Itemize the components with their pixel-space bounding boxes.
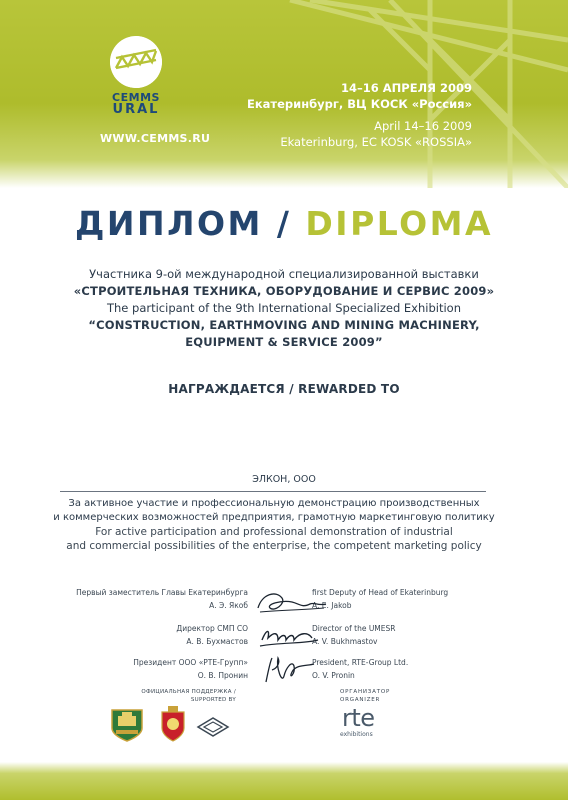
footer-band [0,762,568,800]
organizer-ru: ОРГАНИЗАТОР [340,689,391,695]
rewarded-heading: НАГРАЖДАЕТСЯ / REWARDED TO [168,382,400,396]
award-reason [40,497,508,553]
rte-logo-subtext: exhibitions [340,731,373,738]
umesr-logo-icon [196,716,230,738]
venue-ru-text: Екатеринбург, ВЦ КОСК «Россия» [247,97,472,111]
supported-by-label [141,688,236,704]
reason-en-line-2: and commercial possibilities of the enterprise, the competent marketing policy [66,540,482,552]
dates-en-text: April 14–16 2009 [374,119,472,133]
supported-by-en: SUPPORTED BY [190,697,236,703]
logo-cemms-text: CEMMS [112,91,160,104]
header-band [0,0,568,188]
signatory-3-title-ru: Президент ООО «РТЕ-Групп» [133,658,248,667]
organizer-label [340,688,390,704]
dates-ru-text: 14–16 АПРЕЛЯ 2009 [341,81,472,95]
signatory-1-ru [76,586,248,612]
title-separator: / [262,204,306,243]
intro-en-line-3: EQUIPMENT & SERVICE 2009” [185,335,383,349]
website-link[interactable]: WWW.CEMMS.RU [100,132,211,145]
recipient-divider [60,491,486,492]
signatory-1-title-en: first Deputy of Head of Ekaterinburg [312,588,449,597]
signatory-2-title-ru: Директор СМП СО [176,624,248,633]
event-dates-ru [247,80,472,112]
signatory-1-name-en: A. E. Jakob [312,601,352,610]
signatory-1-en [312,586,448,612]
signatory-3-name-ru: О. В. Пронин [197,671,248,680]
signature-icon [252,586,332,620]
title-en: DIPLOMA [305,204,494,243]
signatory-1-name-ru: А. Э. Якоб [209,601,248,610]
signatory-2-name-ru: А. В. Бухмастов [186,637,248,646]
event-dates-en [280,118,472,150]
reason-ru-line-1: За активное участие и профессиональную демонстрацию производственных [68,498,480,509]
reason-ru-line-2: и коммерческих возможностей предприятия, грамотную маркетинговую политику [53,512,495,523]
signature-icon [252,620,332,654]
signatory-3-title-en: President, RTE-Group Ltd. [312,658,409,667]
signatory-2-name-en: A. V. Bukhmastov [312,637,378,646]
logo-ural-text: URAL [112,102,160,117]
signatory-3-name-en: O. V. Pronin [312,671,355,680]
intro-ru-line-2: «СТРОИТЕЛЬНАЯ ТЕХНИКА, ОБОРУДОВАНИЕ И СЕРВИС 2009» [73,284,495,298]
cemms-logo-icon [110,36,162,88]
exhibition-intro [30,266,538,351]
signatory-2-title-en: Director of the UMESR [312,624,396,633]
yekaterinburg-emblem-icon [110,706,144,742]
cemms-logo [96,36,176,117]
organizer-en: ORGANIZER [340,697,381,703]
recipient-name: ЭЛКОН, ООО [252,474,316,485]
title-ru: ДИПЛОМ [74,204,263,243]
venue-en-text: Ekaterinburg, EC KOSK «ROSSIA» [280,135,472,149]
diploma-title [0,204,568,243]
reason-en-line-1: For active participation and professional demonstration of industrial [95,526,453,538]
rte-logo-text: rte [342,704,375,732]
sverdlovsk-emblem-icon [160,706,186,742]
intro-en-line-2: “CONSTRUCTION, EARTHMOVING AND MINING MACHINERY, [88,318,480,332]
signature-icon [252,654,332,688]
intro-ru-line-1: Участника 9-ой международной специализированной выставки [89,267,479,281]
intro-en-line-1: The participant of the 9th International Specialized Exhibition [106,301,461,315]
signatory-3-ru [133,656,248,682]
signatory-1-title-ru: Первый заместитель Главы Екатеринбурга [76,588,248,597]
signatory-2-ru [176,622,248,648]
supported-by-ru: ОФИЦИАЛЬНАЯ ПОДДЕРЖКА / [141,689,236,695]
